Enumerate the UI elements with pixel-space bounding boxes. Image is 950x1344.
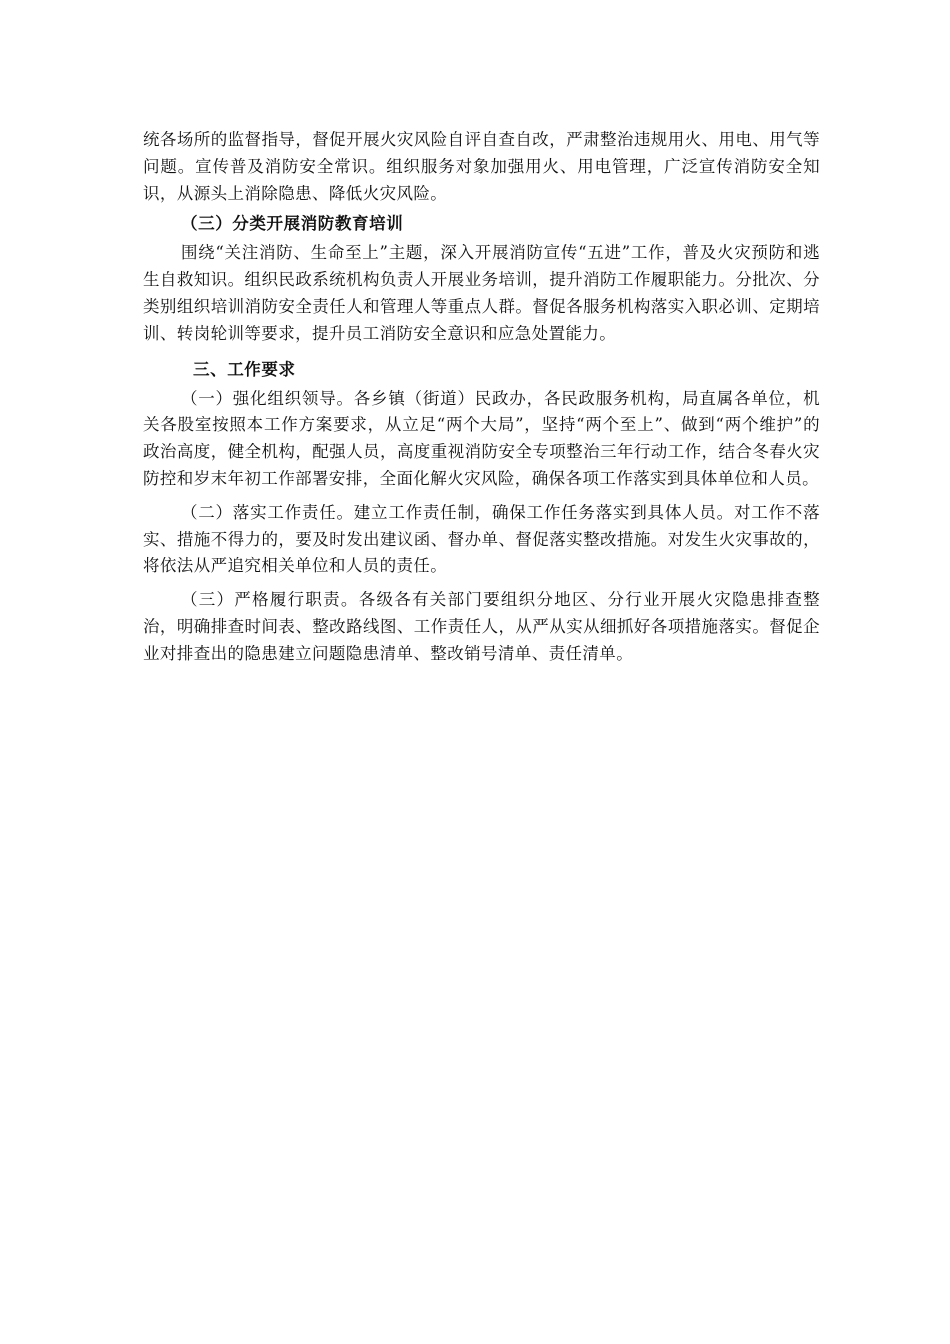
- paragraph-requirement-2: （二）落实工作责任。建立工作责任制，确保工作任务落实到具体人员。对工作不落实、措施不得力的，要及时发出建议函、督办单、督促落实整改措施。对发生火灾事故的，将依法从严追究相关单位和人员的责任。: [143, 502, 820, 576]
- heading-education-training: （三）分类开展消防教育培训: [181, 214, 404, 234]
- paragraph-requirement-3: （三）严格履行职责。各级各有关部门要组织分地区、分行业开展火灾隐患排查整治，明确排查时间表、整改路线图、工作责任人，从严从实从细抓好各项措施落实。督促企业对排查出的隐患建立问题隐患清单、整改销号清单、责任清单。: [143, 590, 820, 663]
- paragraph-requirement-1: （一）强化组织领导。各乡镇（街道）民政办，各民政服务机构，局直属各单位，机关各股室按照本工作方案要求，从立足“两个大局”，坚持“两个至上”、做到“两个维护”的政治高度，健全机构，配强人员，高度重视消防安全专项整治三年行动工作，结合冬春火灾防控和岁末年初工作部署安排，全面化解火灾风险，确保各项工作落实到具体单位和人员。: [143, 388, 820, 488]
- paragraph-training: 围绕“关注消防、生命至上”主题，深入开展消防宣传“五进”工作，普及火灾预防和逃生自救知识。组织民政系统机构负责人开展业务培训，提升消防工作履职能力。分批次、分类别组织培训消防安全责任人和管理人等重点人群。督促各服务机构落实入职必训、定期培训、转岗轮训等要求，提升员工消防安全意识和应急处置能力。: [143, 243, 820, 343]
- heading-work-requirements: 三、工作要求: [193, 359, 296, 379]
- document-body: [143, 127, 820, 668]
- paragraph-continuation: 统各场所的监督指导，督促开展火灾风险自评自查自改，严肃整治违规用火、用电、用气等问题。宣传普及消防安全常识。组织服务对象加强用火、用电管理，广泛宣传消防安全知识，从源头上消除隐患、降低火灾风险。: [143, 130, 820, 203]
